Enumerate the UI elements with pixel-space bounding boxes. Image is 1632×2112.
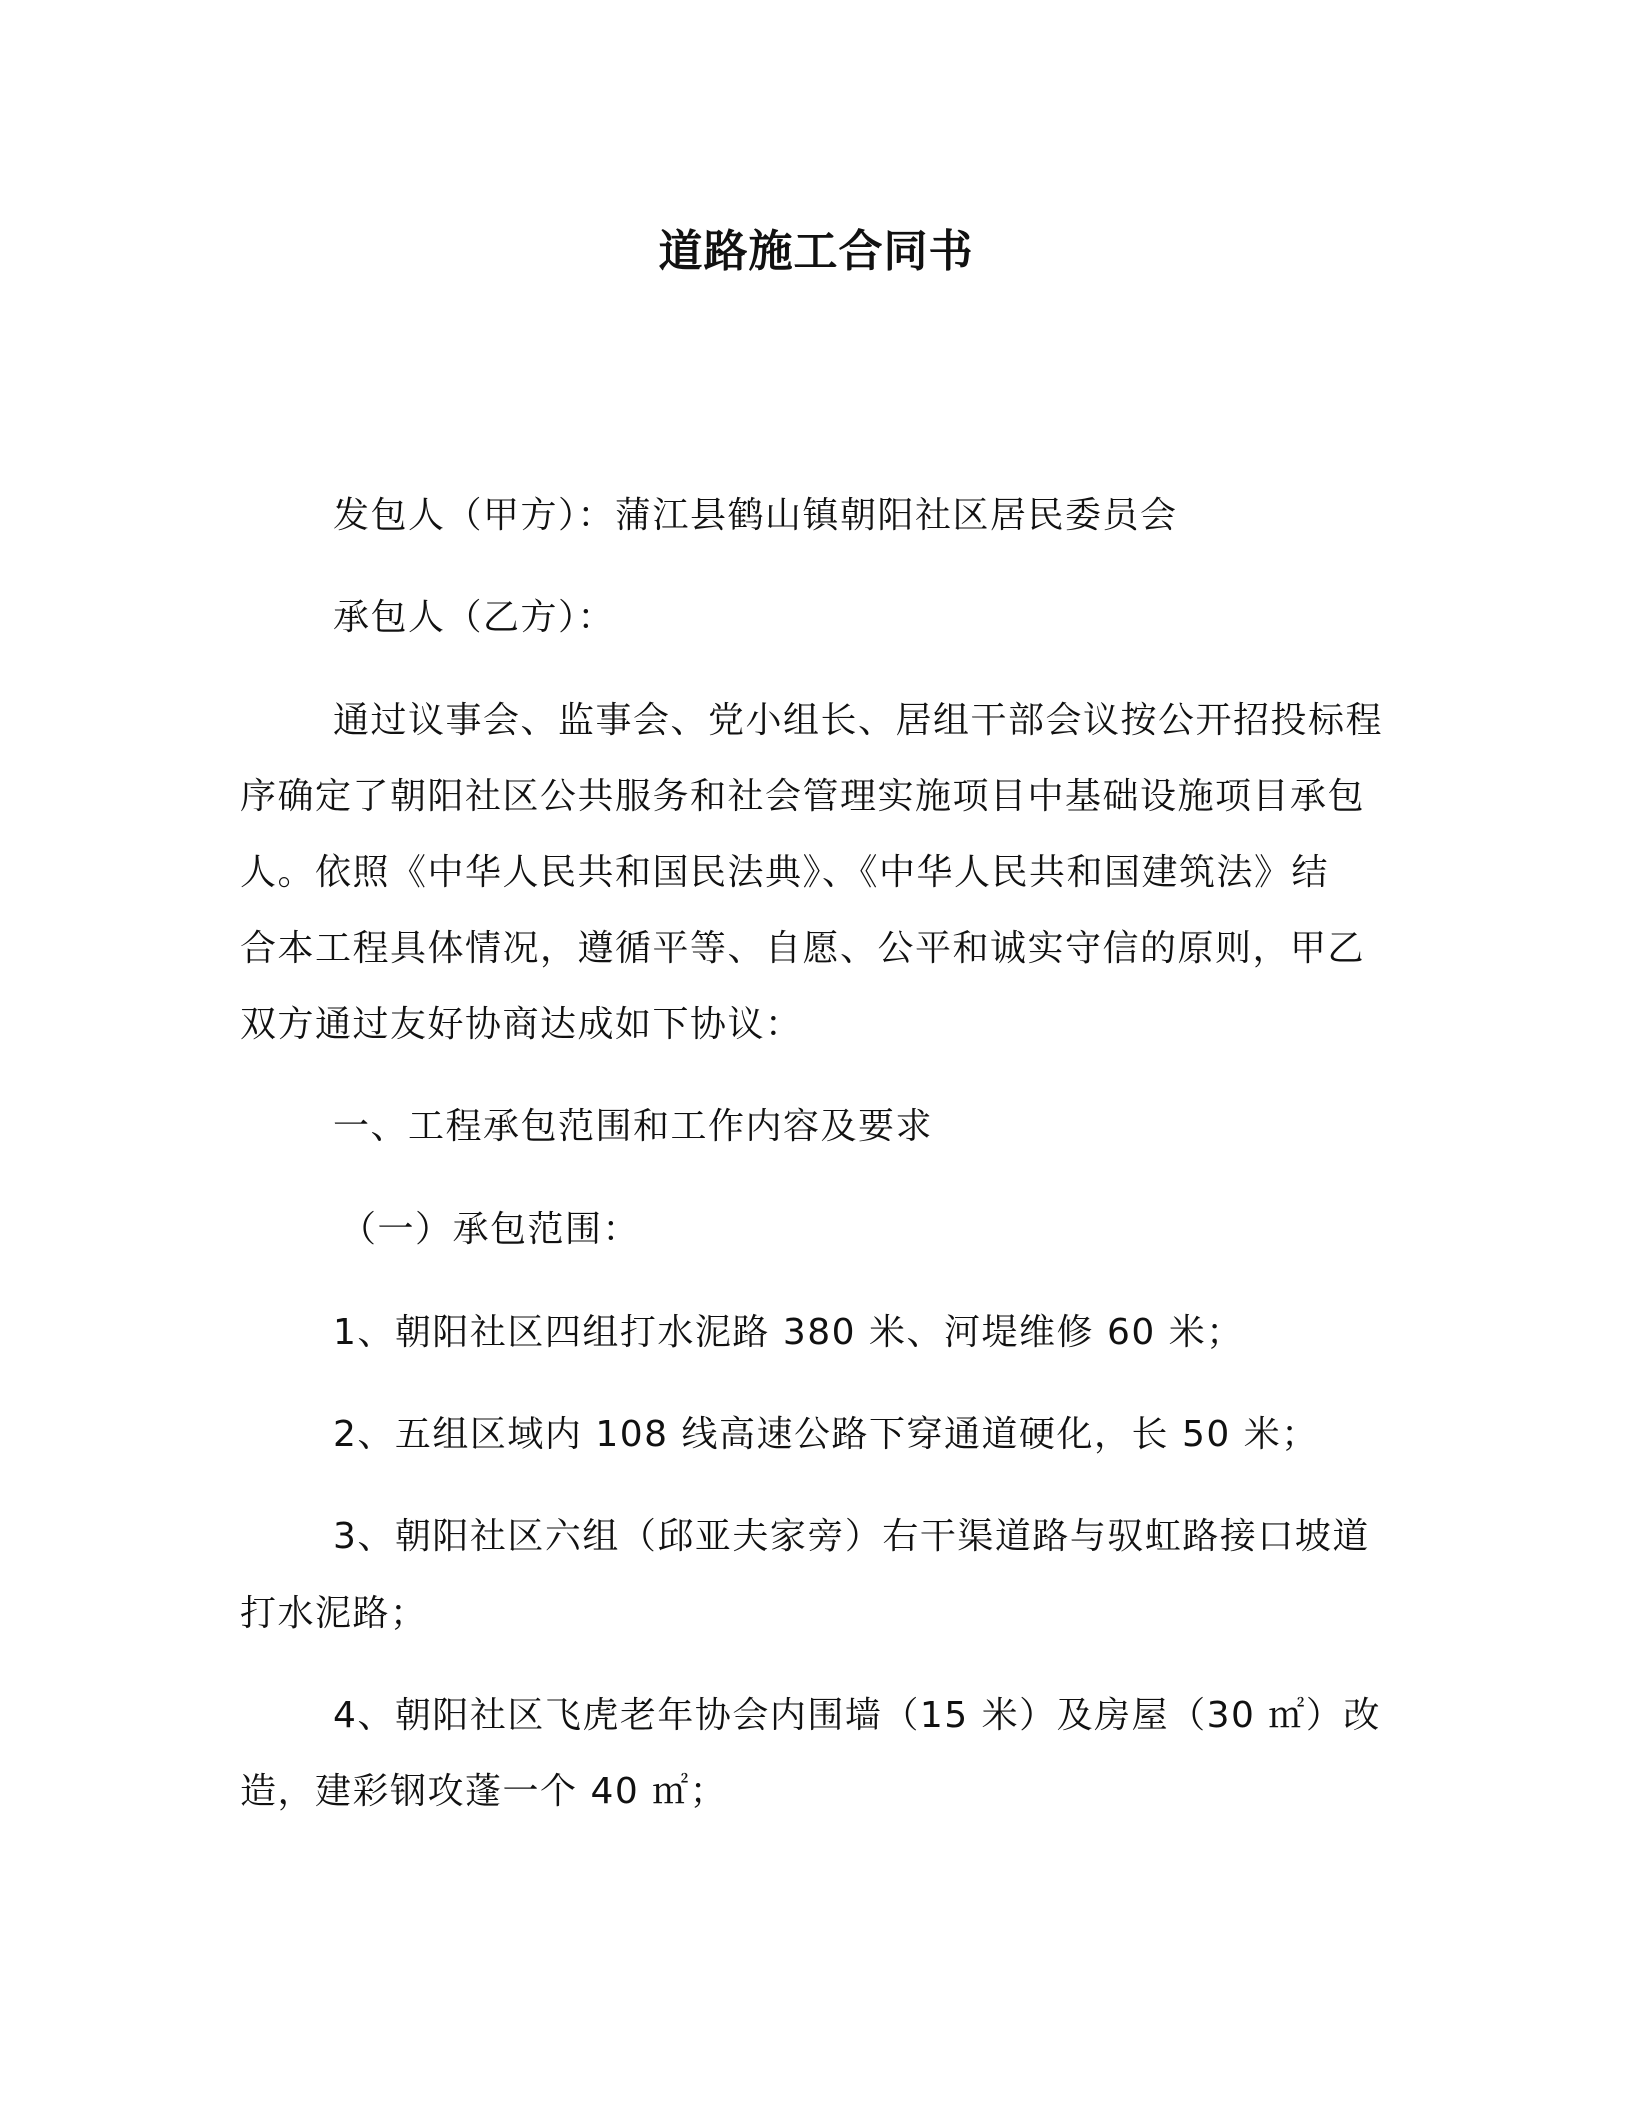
subsection-heading-1: （一）承包范围： (340, 1209, 641, 1250)
scope-item-1: 1、朝阳社区四组打水泥路 380 米、河堤维修 60 米； (333, 1312, 1244, 1353)
document-title: 道路施工合同书 (658, 226, 974, 277)
intro-line-3: 人。依照《中华人民共和国民法典》、《中华人民共和国建筑法》结 (240, 852, 1330, 893)
intro-line-4: 合本工程具体情况，遵循平等、自愿、公平和诚实守信的原则，甲乙 (240, 928, 1366, 969)
party-a-line: 发包人（甲方）：蒲江县鹤山镇朝阳社区居民委员会 (333, 495, 1178, 536)
scope-item-4-cont: 造，建彩钢攻蓬一个 40 ㎡； (240, 1771, 728, 1812)
scope-item-4: 4、朝阳社区飞虎老年协会内围墙（15 米）及房屋（30 ㎡）改 (333, 1695, 1381, 1736)
section-heading-1: 一、工程承包范围和工作内容及要求 (333, 1106, 934, 1147)
scope-item-3: 3、朝阳社区六组（邱亚夫家旁）右干渠道路与驭虹路接口坡道 (333, 1516, 1370, 1557)
scope-item-3-cont: 打水泥路； (240, 1593, 428, 1634)
party-b-line: 承包人（乙方）： (333, 597, 616, 638)
intro-line-5: 双方通过友好协商达成如下协议： (240, 1004, 803, 1045)
scope-item-2: 2、五组区域内 108 线高速公路下穿通道硬化，长 50 米； (333, 1414, 1319, 1455)
intro-line-1: 通过议事会、监事会、党小组长、居组干部会议按公开招投标程 (333, 700, 1384, 741)
intro-line-2: 序确定了朝阳社区公共服务和社会管理实施项目中基础设施项目承包 (240, 776, 1366, 817)
